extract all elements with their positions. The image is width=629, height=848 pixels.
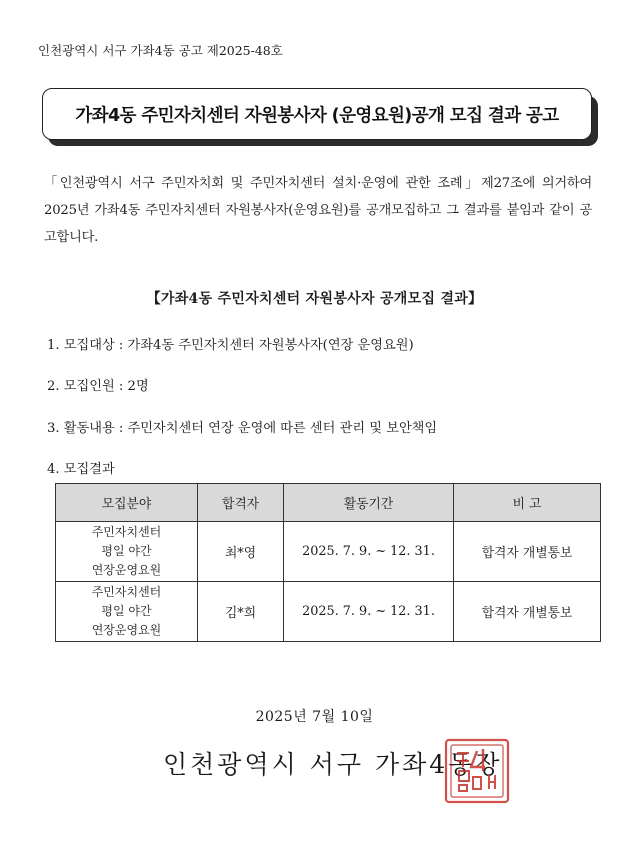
results-table [55,483,601,642]
item-results: 4. 모집결과 [47,462,115,477]
item-activity: 3. 활동내용 : 주민자치센터 연장 운영에 따른 센터 관리 및 보안책임 [47,421,438,436]
section-heading: 【가좌4동 주민자치센터 자원봉사자 공개모집 결과】 [146,291,483,307]
official-seal-icon [443,737,511,805]
table-header-row [56,484,601,522]
area-line: 연장운영요원 [91,563,162,577]
name-cell: 김*희 [198,582,284,642]
note-cell: 합격자 개별통보 [454,522,601,582]
item-target: 1. 모집대상 : 가좌4동 주민자치센터 자원봉사자(연장 운영요원) [47,338,414,353]
document-number: 인천광역시 서구 가좌4동 공고 제2025-48호 [38,43,283,58]
name-cell: 최*영 [198,522,284,582]
area-line: 평일 야간 [101,604,152,618]
area-cell [56,522,198,582]
header-name: 합격자 [198,484,284,522]
page-title: 가좌4동 주민자치센터 자원봉사자 (운영요원)공개 모집 결과 공고 [75,105,559,126]
area-line: 주민자치센터 [91,525,162,539]
area-line: 평일 야간 [101,544,152,558]
period-cell: 2025. 7. 9. ~ 12. 31. [284,522,454,582]
note-cell: 합격자 개별통보 [454,582,601,642]
announcement-date: 2025년 7월 10일 [255,709,374,725]
table-row [56,582,601,642]
header-area: 모집분야 [56,484,198,522]
item-headcount: 2. 모집인원 : 2명 [47,379,149,394]
intro-paragraph: 「인천광역시 서구 주민자치회 및 주민자치센터 설치·운영에 관한 조례」제27조에 의거하여 2025년 가좌4동 주민자치센터 자원봉사자(운영요원)를 공개모집하고 그 결과를 붙임과 같이 공고합니다. [44,176,592,245]
period-cell: 2025. 7. 9. ~ 12. 31. [284,582,454,642]
title-box [42,88,592,140]
issuer-name: 인천광역시 서구 가좌4동장 [163,750,503,779]
table-row [56,522,601,582]
area-cell [56,582,198,642]
area-line: 주민자치센터 [91,585,162,599]
header-note: 비 고 [454,484,601,522]
area-line: 연장운영요원 [91,623,162,637]
header-period: 활동기간 [284,484,454,522]
